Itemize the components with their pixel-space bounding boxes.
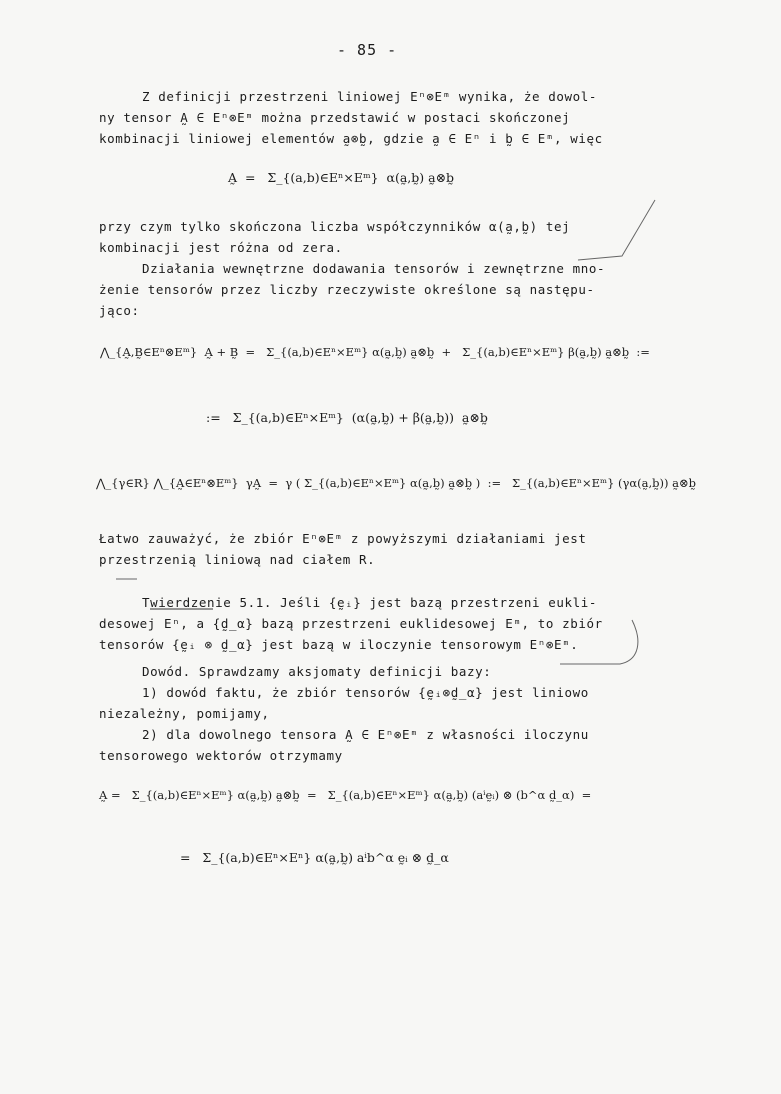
paragraph-3-line-2: żenie tensorów przez liczby rzeczywiste określone są następu-: [99, 282, 595, 297]
proof-line-1: Dowód. Sprawdzamy aksjomaty definicji bazy:: [142, 664, 492, 679]
proof-line-2: 1) dowód faktu, że zbiór tensorów {ḛᵢ⊗d̰_α} jest liniowo: [142, 685, 589, 700]
paragraph-1-line-1: Z definicji przestrzeni liniowej Eⁿ⊗Eᵐ wynika, że dowol-: [142, 89, 598, 104]
equation-tensor-addition-continued: := Σ_{(a,b)∈Eⁿ×Eᵐ} (α(a̰,b̰) + β(a̰,b̰)) a̰⊗b̰: [206, 410, 488, 425]
paragraph-3-line-3: jąco:: [99, 303, 140, 318]
paragraph-1-line-2: ny tensor A̰ ∈ Eⁿ⊗Eᵐ można przedstawić w postaci skończonej: [99, 110, 571, 125]
equation-tensor-addition: ⋀_{A̰,B̰∈Eⁿ⊗Eᵐ} A̰ + B̰ = Σ_{(a,b)∈Eⁿ×Eᵐ} α(a̰,b̰) a̰⊗b̰ + Σ_{(a,b)∈Eⁿ×Eᵐ} β(a̰,b̰) a̰⊗b̰ :=: [100, 345, 650, 359]
paragraph-4-line-2: przestrzenią liniową nad ciałem R.: [99, 552, 376, 567]
proof-line-4: 2) dla dowolnego tensora A̰ ∈ Eⁿ⊗Eᵐ z własności iloczynu: [142, 727, 589, 742]
equation-basis-expansion: A̰ = Σ_{(a,b)∈Eⁿ×Eᵐ} α(a̰,b̰) a̰⊗b̰ = Σ_{(a,b)∈Eⁿ×Eᵐ} α(a̰,b̰) (aⁱḛᵢ) ⊗ (b^α d̰_α) =: [99, 788, 592, 802]
equation-scalar-multiplication: ⋀_{γ∈R} ⋀_{A̰∈Eⁿ⊗Eᵐ} γA̰ = γ ( Σ_{(a,b)∈Eⁿ×Eᵐ} α(a̰,b̰) a̰⊗b̰ ) := Σ_{(a,b)∈Eⁿ×Eᵐ} (γα(a̰,b̰)) a̰⊗b̰: [96, 476, 697, 490]
paragraph-2-line-1: przy czym tylko skończona liczba współczynników α(a̰,b̰) tej: [99, 219, 571, 234]
equation-tensor-expansion: A̰ = Σ_{(a,b)∈Eⁿ×Eᵐ} α(a̰,b̰) a̰⊗b̰: [228, 170, 455, 185]
theorem-line-2: desowej Eⁿ, a {d̰_α} bazą przestrzeni euklidesowej Eᵐ, to zbiór: [99, 616, 603, 631]
proof-line-5: tensorowego wektorów otrzymamy: [99, 748, 343, 763]
proof-line-3: niezależny, pomijamy,: [99, 706, 270, 721]
paragraph-4-line-1: Łatwo zauważyć, że zbiór Eⁿ⊗Eᵐ z powyższymi działaniami jest: [99, 531, 587, 546]
equation-basis-expansion-continued: = Σ_{(a,b)∈Eⁿ×Eⁿ} α(a̰,b̰) aⁱb^α ḛᵢ ⊗ d̰_α: [180, 850, 449, 865]
theorem-line-3: tensorów {ḛᵢ ⊗ d̰_α} jest bazą w iloczynie tensorowym Eⁿ⊗Eᵐ.: [99, 637, 579, 652]
theorem-line-1: Twierdzenie 5.1. Jeśli {ḛᵢ} jest bazą przestrzeni eukli-: [142, 595, 598, 610]
paragraph-1-line-3: kombinacji liniowej elementów a̰⊗b̰, gdzie a̰ ∈ Eⁿ i b̰ ∈ Eᵐ, więc: [99, 131, 603, 146]
paragraph-2-line-2: kombinacji jest różna od zera.: [99, 240, 343, 255]
paragraph-3-line-1: Działania wewnętrzne dodawania tensorów i zewnętrzne mno-: [142, 261, 606, 276]
page-number: - 85 -: [337, 41, 398, 59]
